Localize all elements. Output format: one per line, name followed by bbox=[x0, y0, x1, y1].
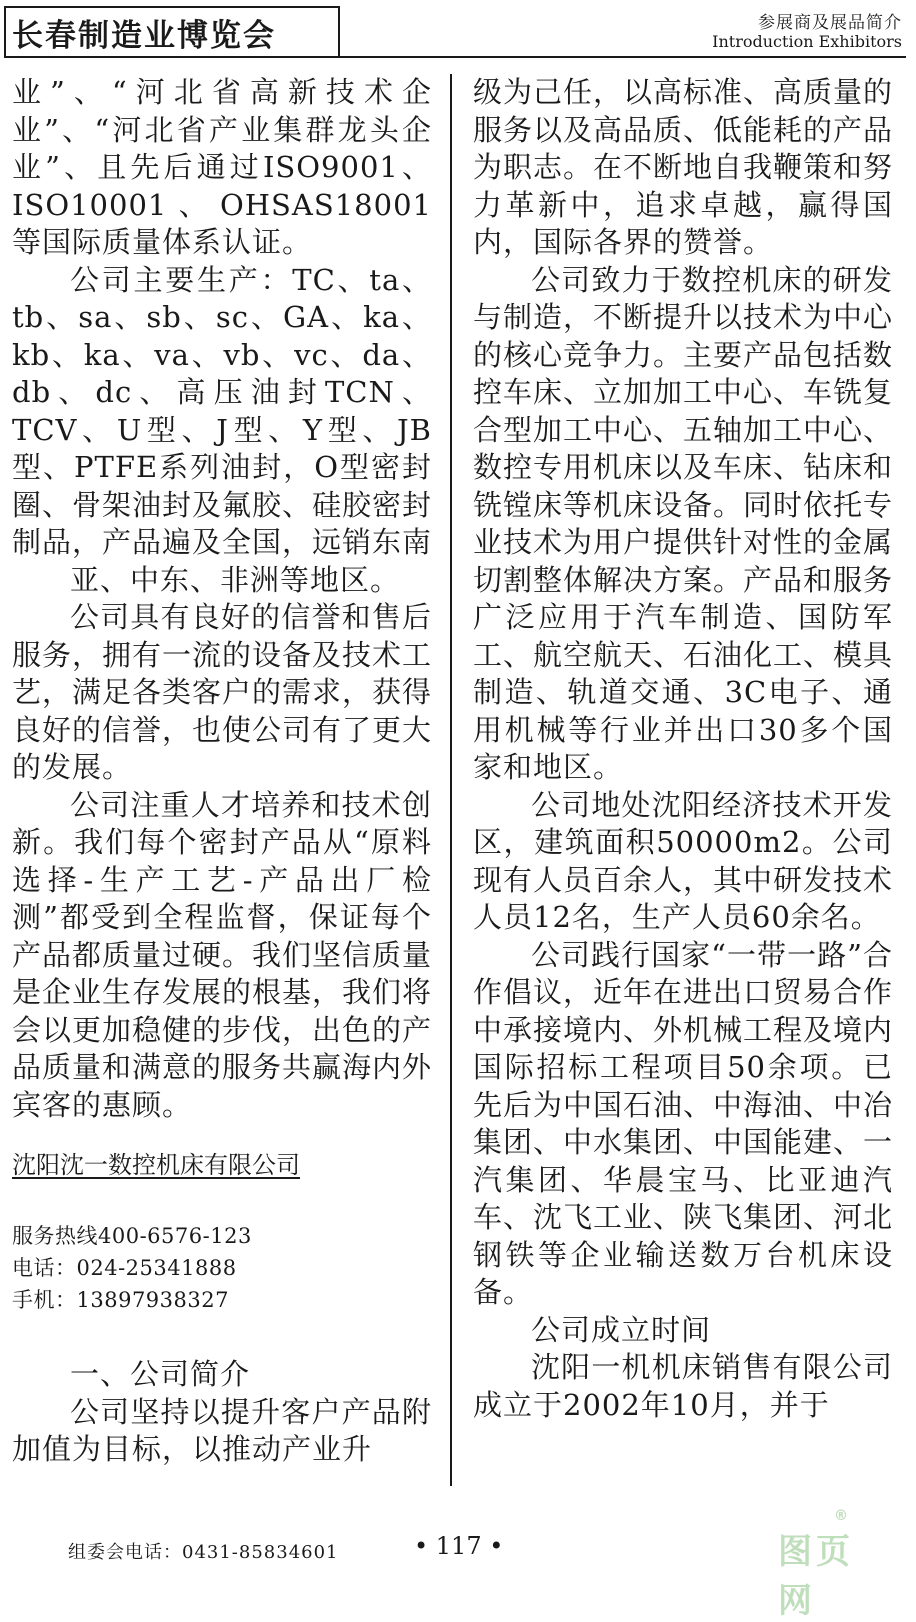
paragraph: 公司坚持以提升客户产品附加值为目标，以推动产业升 bbox=[12, 1394, 432, 1466]
header-rule bbox=[340, 56, 906, 58]
paragraph: 公司主要生产：TC、ta、tb、sa、sb、sc、GA、ka、kb、ka、va、vb、vc、da、db、dc、高压油封TCN、TCV、U型、J型、Y型、JB型、PTFE系列油封，O型密封圈、骨架油封及氟胶、硅胶密封制品，产品遍及全国，远销东南 bbox=[12, 262, 433, 559]
page-number: • 117 • bbox=[414, 1532, 504, 1560]
column-divider bbox=[450, 74, 452, 1486]
left-column bbox=[12, 74, 432, 1469]
company-name: 沈阳沈一数控机床有限公司 bbox=[12, 1151, 300, 1179]
telephone: 电话：024-25341888 bbox=[12, 1256, 237, 1280]
paragraph: 亚、中东、非洲等地区。 bbox=[70, 562, 401, 597]
paragraph: 沈阳一机机床销售有限公司成立于2002年10月，并于 bbox=[473, 1350, 893, 1422]
section-title-en: Introduction Exhibitors bbox=[712, 32, 902, 51]
footer-phone: 组委会电话：0431-85834601 bbox=[68, 1542, 339, 1563]
section-heading: 一、公司简介 bbox=[70, 1357, 251, 1391]
subheading: 公司成立时间 bbox=[531, 1312, 712, 1347]
mobile: 手机：13897938327 bbox=[12, 1288, 229, 1312]
spacer bbox=[12, 1316, 432, 1356]
right-column bbox=[473, 74, 893, 1424]
paragraph: 公司注重人才培养和技术创新。我们每个密封产品从“原料选择-生产工艺-产品出厂检测”都受到全程监督，保证每个产品都质量过硬。我们坚信质量是企业生存发展的根基，我们将会以更加稳健的步伐，出色的产品质量和满意的服务共赢海内外宾客的惠顾。 bbox=[12, 787, 433, 1122]
paragraph: 公司具有良好的信誉和售后服务，拥有一流的设备及技术工艺，满足各类客户的需求，获得良好的信誉，也使公司有了更大的发展。 bbox=[12, 600, 433, 784]
section-title-cn: 参展商及展品简介 bbox=[758, 13, 902, 33]
publication-title: 长春制造业博览会 bbox=[12, 17, 276, 54]
paragraph: 公司践行国家“一带一路”合作倡议，近年在进出口贸易合作中承接境内、外机械工程及境内国际招标工程项目50余项。已先后为中国石油、中海油、中冶集团、中水集团、中国能建、一汽集团、华晨宝马、比亚迪汽车、沈飞工业、陕飞集团、河北钢铁等企业输送数万台机床设备。 bbox=[473, 937, 894, 1309]
paragraph: 级为己任，以高标准、高质量的服务以及高品质、低能耗的产品为职志。在不断地自我鞭策和努力革新中，追求卓越，赢得国内，国际各界的赞誉。 bbox=[473, 75, 894, 259]
header-title-box bbox=[4, 6, 340, 58]
contact-block bbox=[12, 1220, 432, 1316]
paragraph: 业”、“河北省高新技术企业”、“河北省产业集群龙头企业”、且先后通过ISO9001、ISO10001、OHSAS18001等国际质量体系认证。 bbox=[12, 75, 432, 259]
watermark-logo bbox=[778, 1508, 888, 1621]
registered-mark: ® bbox=[834, 1508, 848, 1524]
paragraph: 公司致力于数控机床的研发与制造，不断提升以技术为中心的核心竞争力。主要产品包括数控车床、立加加工中心、车铣复合型加工中心、五轴加工中心、数控专用机床以及车床、钻床和铣镗床等机床设备。同时依托专业技术为用户提供针对性的金属切割整体解决方案。产品和服务广泛应用于汽车制造、国防军工、航空航天、石油化工、模具制造、轨道交通、3C电子、通用机械等行业并出口30多个国家和地区。 bbox=[473, 262, 894, 784]
service-hotline: 服务热线400-6576-123 bbox=[12, 1224, 252, 1248]
watermark-text: 图页网 bbox=[778, 1532, 854, 1621]
paragraph: 公司地处沈阳经济技术开发区，建筑面积50000m2。公司现有人员百余人，其中研发技术人员12名，生产人员60余名。 bbox=[473, 787, 894, 934]
